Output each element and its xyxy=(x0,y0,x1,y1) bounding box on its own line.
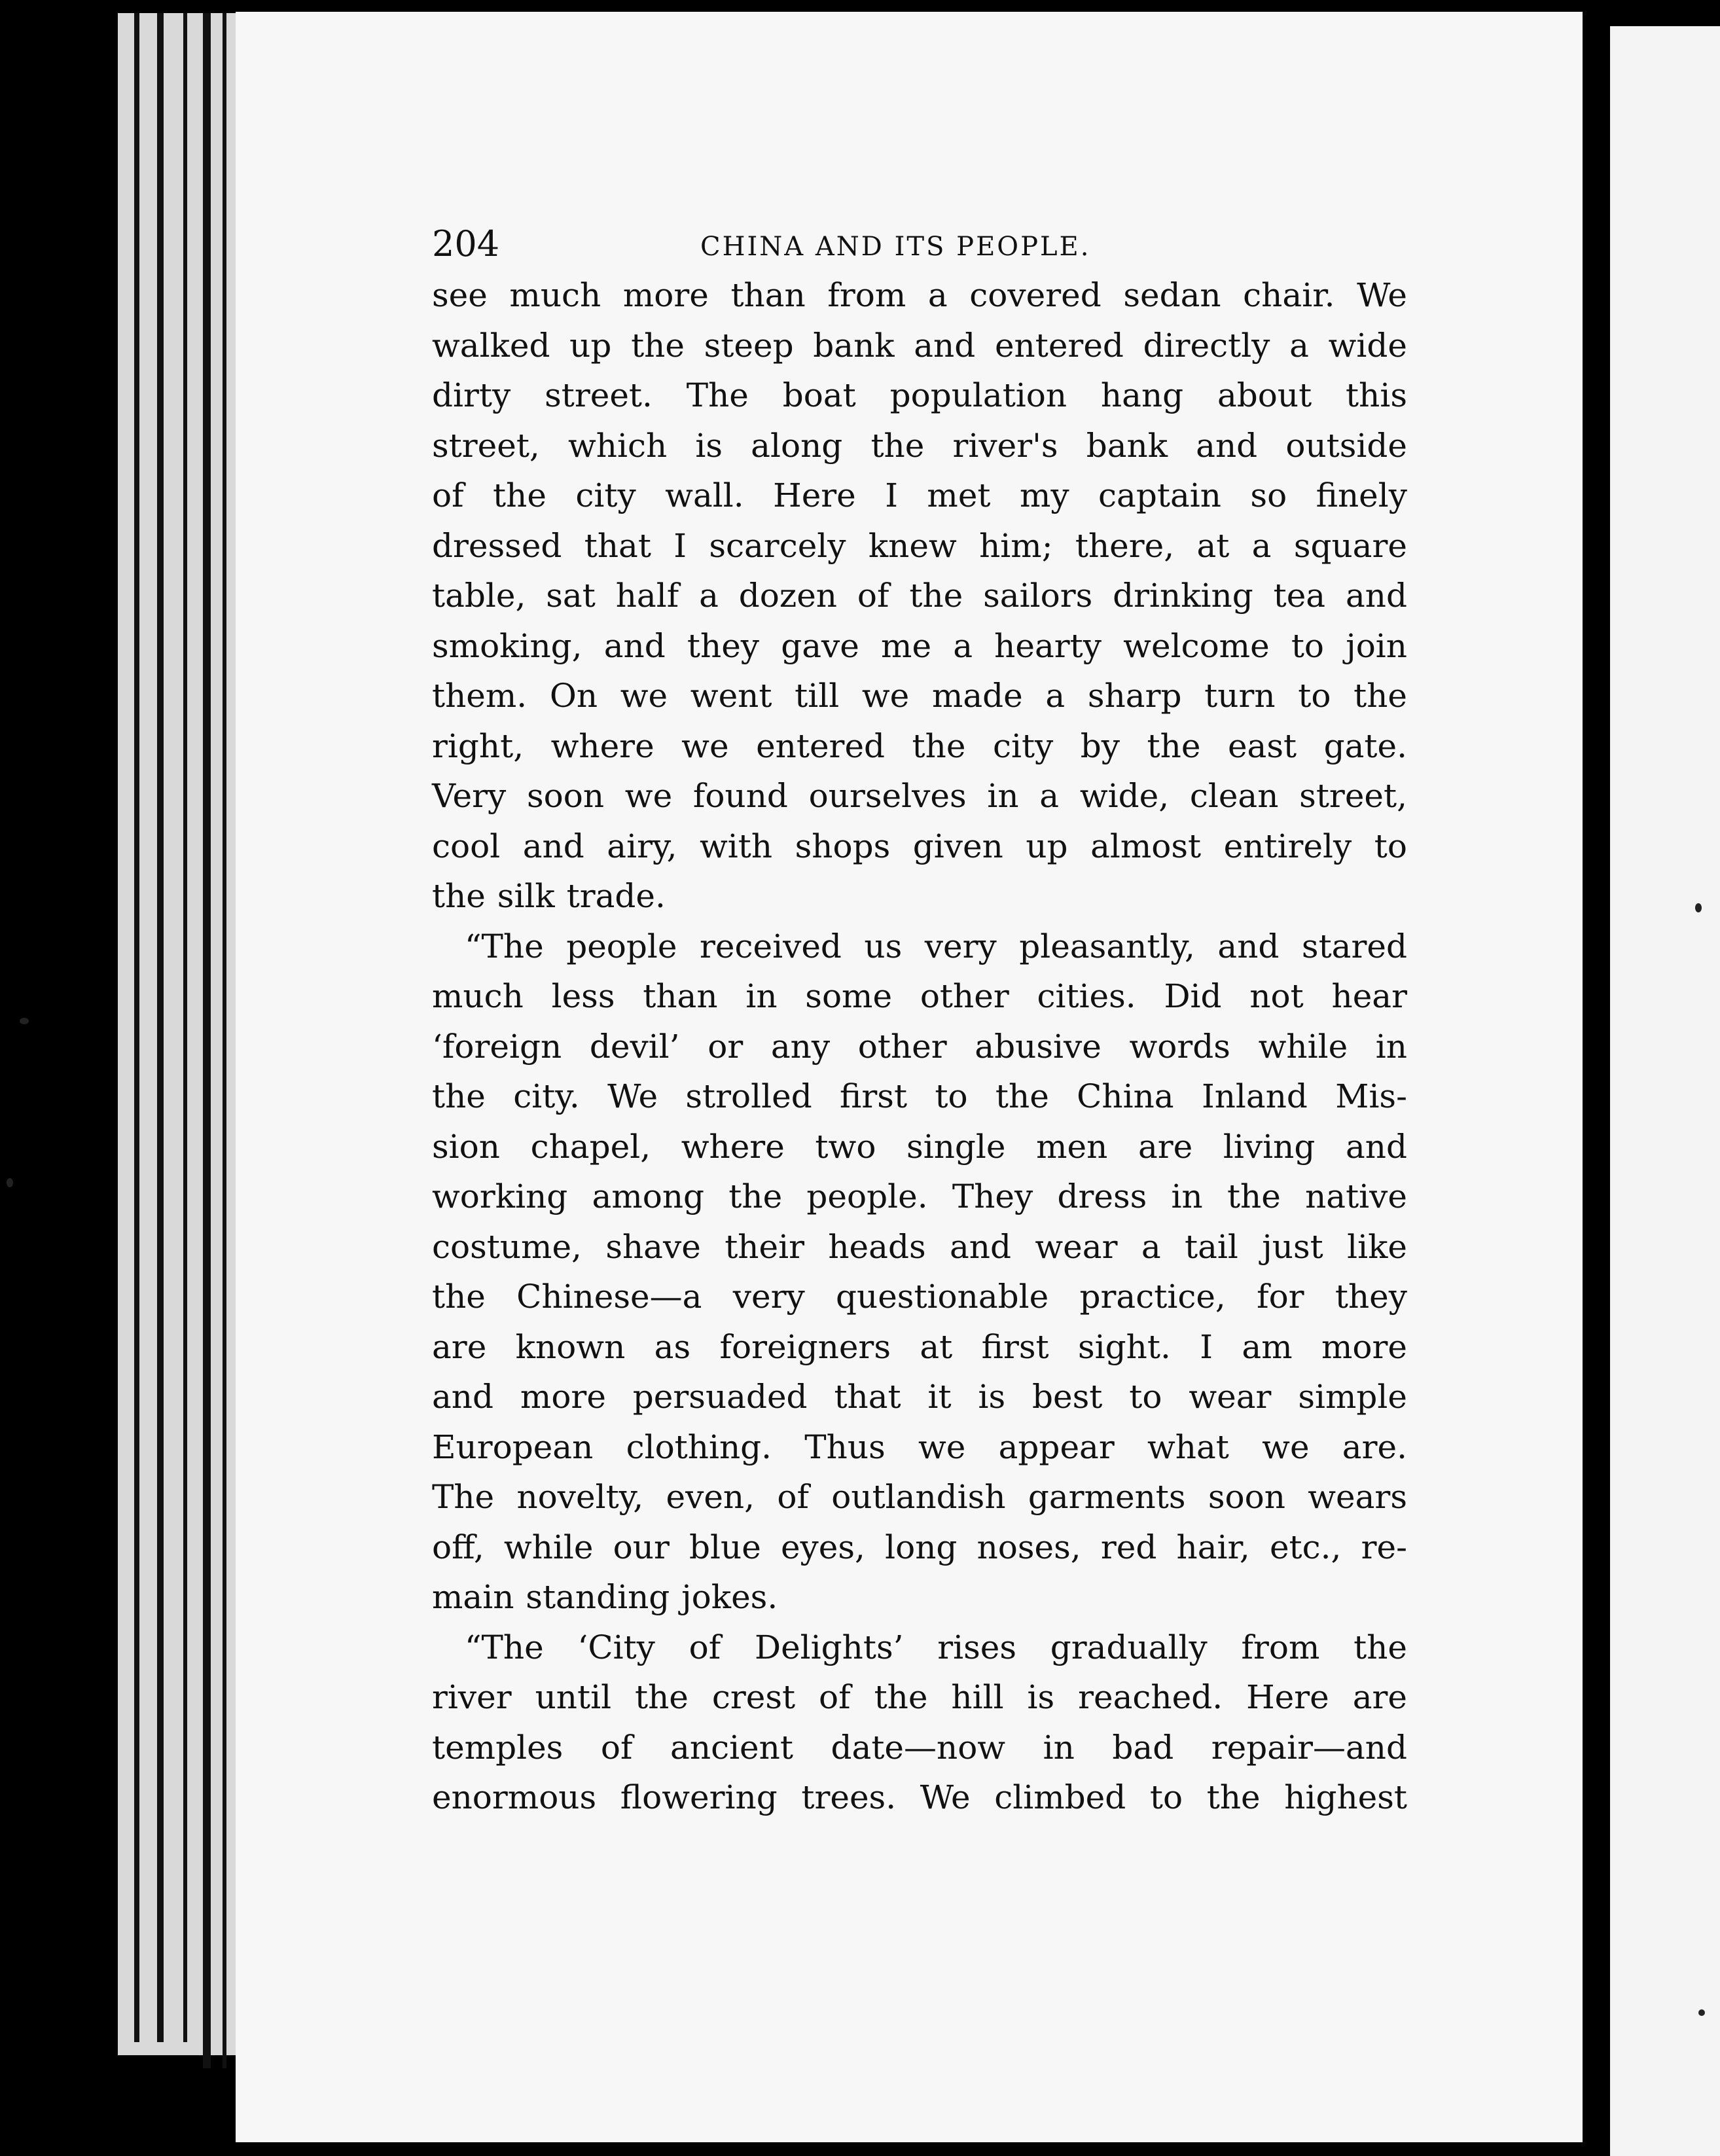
text-line: sion chapel, where two single men are living and xyxy=(432,1127,1407,1166)
text-line: ‘foreign devil’ or any other abusive words while in xyxy=(432,1027,1407,1066)
edge-line xyxy=(157,13,164,2042)
text-line: dirty street. The boat population hang about this xyxy=(432,376,1407,414)
text-line: the silk trade. xyxy=(432,877,666,915)
text-line: street, which is along the river's bank and outside xyxy=(432,426,1407,465)
edge-line xyxy=(203,13,211,2068)
text-block xyxy=(432,218,1407,1823)
page-number: 204 xyxy=(432,223,500,264)
running-title: CHINA AND ITS PEOPLE. xyxy=(700,232,1091,262)
body-text xyxy=(432,270,1407,1823)
text-line: cool and airy, with shops given up almost entirely to xyxy=(432,827,1407,865)
scan-speck xyxy=(1695,903,1702,912)
text-line: “The ‘City of Delights’ rises gradually from the xyxy=(465,1628,1407,1666)
edge-line xyxy=(134,13,139,2042)
scan-speck xyxy=(1698,2009,1705,2016)
facing-page-edge xyxy=(1610,26,1720,2156)
text-line: smoking, and they gave me a hearty welcome to join xyxy=(432,626,1407,665)
book-page xyxy=(236,12,1583,2142)
text-line: river until the crest of the hill is reached. Here are xyxy=(432,1678,1407,1716)
text-line: right, where we entered the city by the east gate. xyxy=(432,727,1407,765)
text-line: temples of ancient date—now in bad repair—and xyxy=(432,1728,1407,1767)
text-line: off, while our blue eyes, long noses, red hair, etc., re- xyxy=(432,1528,1407,1566)
text-line: dressed that I scarcely knew him; there, at a square xyxy=(432,526,1407,565)
text-line: main standing jokes. xyxy=(432,1578,778,1616)
text-line: The novelty, even, of outlandish garments soon wears xyxy=(432,1478,1407,1516)
text-line: are known as foreigners at first sight. I am more xyxy=(432,1327,1407,1366)
text-line: much less than in some other cities. Did not hear xyxy=(432,977,1407,1015)
edge-line xyxy=(223,13,226,2068)
scan-speck xyxy=(20,1018,29,1024)
text-line: enormous flowering trees. We climbed to the highest xyxy=(432,1778,1407,1816)
edge-line xyxy=(183,13,187,2042)
text-line: Very soon we found ourselves in a wide, clean street, xyxy=(432,777,1407,815)
running-head xyxy=(432,218,1407,270)
text-line: working among the people. They dress in the native xyxy=(432,1177,1407,1215)
text-line: walked up the steep bank and entered directly a wide xyxy=(432,326,1407,365)
text-line: and more persuaded that it is best to wear simple xyxy=(432,1378,1407,1416)
text-line: “The people received us very pleasantly, and stared xyxy=(465,927,1407,965)
text-line: table, sat half a dozen of the sailors drinking tea and xyxy=(432,577,1407,615)
text-line: the city. We strolled first to the China Inland Mis- xyxy=(432,1077,1407,1115)
text-line: the Chinese—a very questionable practice, for they xyxy=(432,1278,1407,1316)
text-line: costume, shave their heads and wear a tail just like xyxy=(432,1227,1407,1266)
scan-speck xyxy=(7,1178,13,1187)
text-line: of the city wall. Here I met my captain so finely xyxy=(432,476,1407,514)
text-line: see much more than from a covered sedan chair. We xyxy=(432,276,1407,314)
text-line: European clothing. Thus we appear what we are. xyxy=(432,1428,1407,1466)
text-line: them. On we went till we made a sharp turn to the xyxy=(432,677,1407,715)
